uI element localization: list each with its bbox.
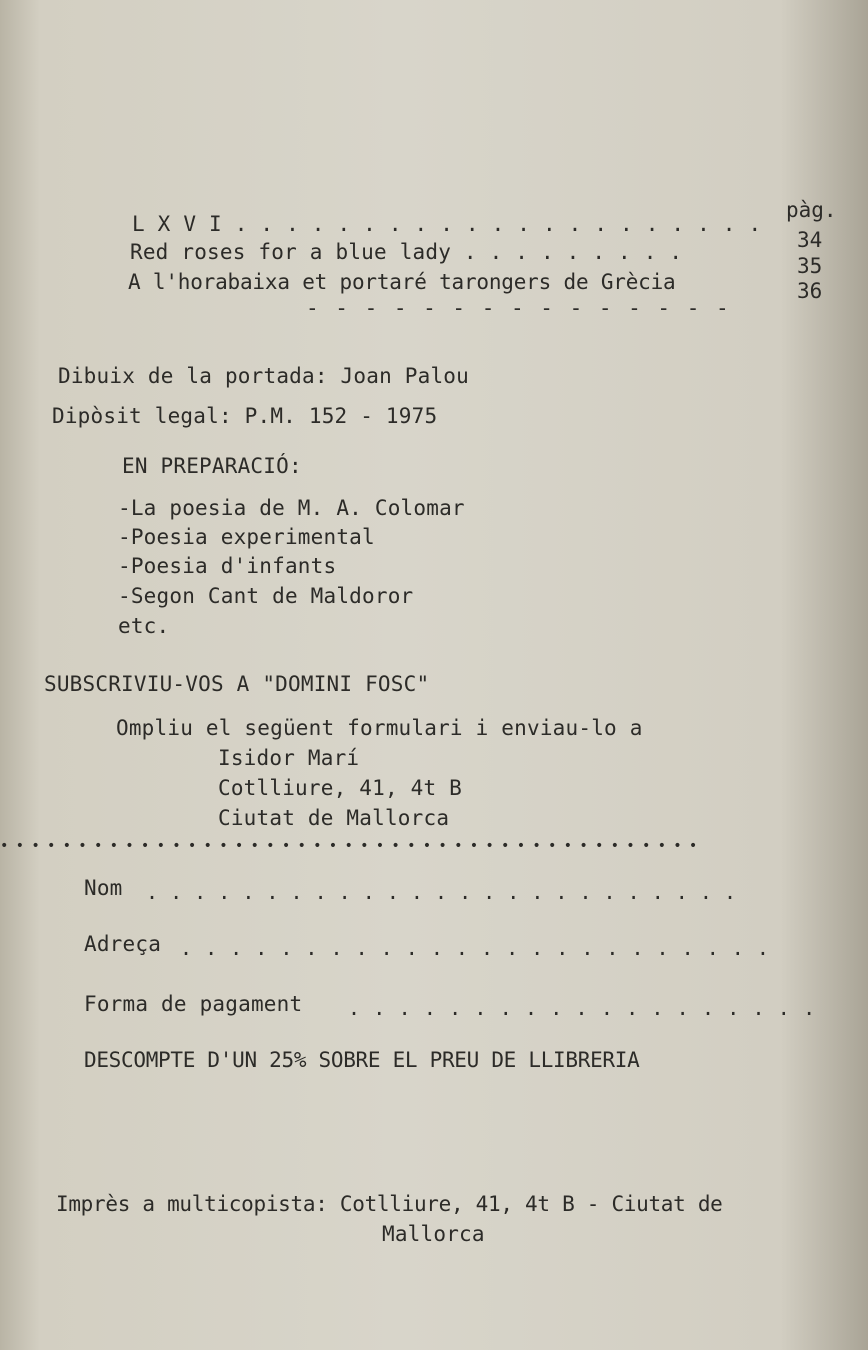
form-dots-payment: . . . . . . . . . . . . . . . . . . . — [348, 996, 816, 1020]
subscribe-address-line: Cotlliure, 41, 4t B — [218, 776, 463, 800]
printer-note: Imprès a multicopista: Cotlliure, 41, 4t B - Ciutat de — [56, 1192, 723, 1216]
subscribe-address-line: Ciutat de Mallorca — [218, 806, 450, 830]
discount-notice: DESCOMPTE D'UN 25% SOBRE EL PREU DE LLIBRERIA — [84, 1048, 640, 1072]
toc-entry-page: 34 — [797, 228, 823, 252]
pag-label: pàg. — [786, 198, 837, 222]
preparation-item: etc. — [118, 614, 170, 638]
toc-entry-title: L X V I . . . . . . . . . . . . . . . . . . . . . — [132, 212, 762, 236]
form-label-name: Nom — [84, 876, 123, 900]
preparation-item: -Poesia experimental — [118, 525, 375, 549]
toc-entry-title: Red roses for a blue lady . . . . . . . . . — [130, 240, 683, 264]
cut-line: • • • • • • • • • • • • • • • • • • • • • • • • • • • • • • • • • • • • • • • • • • • • • — [0, 838, 697, 854]
toc-separator: - - - - - - - - - - - - - - - — [306, 296, 731, 320]
subscribe-instruction: Ompliu el següent formulari i enviau-lo a — [116, 716, 643, 740]
form-label-address: Adreça — [84, 932, 162, 956]
legal-deposit: Dipòsit legal: P.M. 152 - 1975 — [52, 404, 438, 428]
form-label-payment: Forma de pagament — [84, 992, 303, 1016]
cover-credit: Dibuix de la portada: Joan Palou — [58, 364, 469, 388]
preparation-heading: EN PREPARACIÓ: — [122, 454, 302, 478]
preparation-item: -La poesia de M. A. Colomar — [118, 496, 465, 520]
subscribe-heading: SUBSCRIVIU-VOS A "DOMINI FOSC" — [44, 672, 430, 696]
printer-note-city: Mallorca — [382, 1222, 485, 1246]
preparation-item: -Poesia d'infants — [118, 554, 337, 578]
subscribe-address-line: Isidor Marí — [218, 746, 360, 770]
toc-entry-page: 36 — [797, 279, 823, 303]
toc-entry-page: 35 — [797, 254, 823, 278]
preparation-item: -Segon Cant de Maldoror — [118, 584, 414, 608]
form-dots-address: . . . . . . . . . . . . . . . . . . . . . . . . — [180, 936, 770, 960]
form-dots-name: . . . . . . . . . . . . . . . . . . . . . . . . . — [146, 880, 737, 904]
toc-entry-title: A l'horabaixa et portaré tarongers de Grècia — [128, 270, 676, 294]
